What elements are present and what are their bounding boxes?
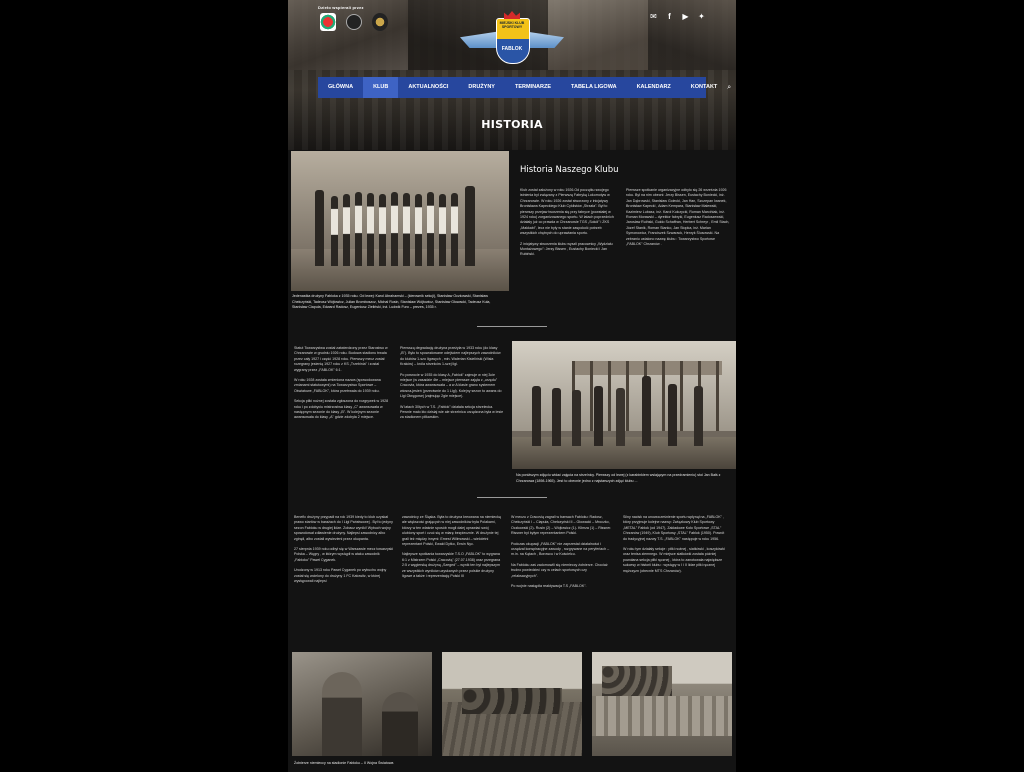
paragraph: Najlepsze spotkania towarzyskie T.S.O „FABLOK" to wygrana 6:1 z Mistrzem Polski „Cracovią" (27.07.1938) oraz przegrana 2:5 z węgierską drużyną „Szeged" – wynik ten był najlepszym ze wszystkich wyników uzyskanych przez polskie drużyny ligowe a także i reprezentację Polski III	[402, 552, 501, 579]
site-header	[288, 0, 736, 150]
person-figure	[552, 388, 561, 446]
person-figure	[616, 388, 625, 446]
paragraph: Sekcja piłki nożnej została zgłoszona do rozgrywek w 1928 roku i po zdobyciu mistrzostwa klasy „C" awansowała w następnym sezonie do klasy „B". W kolejnym sezonie awansowała do klasy „A" gdzie zdobyła 2 miejsce.	[294, 399, 389, 420]
text-column	[402, 515, 502, 584]
person-figure	[594, 386, 603, 446]
person-figure	[668, 384, 677, 446]
nav-item-kontakt[interactable]: KONTAKT	[690, 84, 718, 90]
player-figure	[331, 196, 338, 266]
person-figure	[532, 386, 541, 446]
player-figure	[355, 192, 362, 266]
sponsor-logos	[320, 13, 388, 31]
shooting-range-caption: Na poniższym zdjęciu widać zajęcia na strzelnicy. Pierwszy od lewej (z karabinkiem wsiającym na przedramieniu) stoi Jan Bałś z Chrzanowa (1898-1965). Jest to obecnie jedno z najstarszych zdjęć klubu ...	[516, 473, 721, 483]
paragraph: zawodnicy ze Śląska. Była to drużyna kreowana na niemiecką ale większość grających w niej zawodników była Polakami, którzy w ten właśnie sposób mogli dalej uprawiać swój ulubiony sport i czuć się w miarę bezpiecznie. W drużynie tej grali też między innymi: Ernest Wilimowski – wieloletni reprezentant Polski, Ewald Dytko, Erwin Nyc.	[402, 515, 501, 547]
paragraph: Pierwsze spotkanie organizacyjne odbyło się 26 września 1926 roku. Był na nim obecni: Jerzy Bissen, Eustachy Boniecki, inż. Jan Dąbrowski, Stanisław Golecki, Jan Han, Szczepan Iwanek, Bronisław Kapecki , Adam Kempara, Stanisław Malewski, Kazimierz Lubasz, inż. Karol Kulczycki, Roman Marcińiak, inż. Roman Morawski – dyrektor fabryki, Eugeniusz Radoszewski, Jarosław Rulński, Guido Schaffran, Herbert Schreyr , Emil Stach, Józef Stanik, Roman Stanko, Jan Stopka, inż. Marian Symonowicz, Franciszek Szwarack, Henryk Ślusowski. Na zebraniu ustalono nazwę klubu : Towarzystwo Sportowe „FABLOK" Chrzanów .	[626, 188, 730, 247]
team-photo-1935[interactable]	[291, 151, 509, 291]
nav-item-tabela-ligowa[interactable]: TABELA LIGOWA	[571, 84, 617, 90]
team-photo-caption: Jedenastka drużyny Fabloka z 1935 roku. Od lewej: Karol Abrahamski – (kierownik sekcji), Stanisław Oczkowski, Stanisław Chełczyński, Tadeusz Wójtowicz, Julian Bromboszcz, Michał Rusin, Stanisław Wójtowicz, Stanisław Głowacki, Tadeusz Kula, Stanisław Ciapuła, Edward Radosz, Eugeniusz Zieliński, inż. Ludwik Furo – prezes, 1935 r.	[292, 294, 491, 309]
player-figure	[315, 190, 324, 266]
sponsor-logo[interactable]	[346, 14, 362, 30]
logo-bottom-text: FABLOK	[501, 46, 523, 52]
paragraph: Urodzony w 1913 roku Paweł Cyganek po wybuchu wojny został się wcielony do drużyny 1 FC Katowitz, w której występowali najlepsi	[294, 568, 387, 584]
paragraph: 27 sierpnia 1939 roku odbył się w Warszawie mecz towarzyski Polska – Węgry , w którym wystąpił w ataku zawodnik „Fabloku" Paweł Cyganek.	[294, 547, 394, 562]
soldier-figure	[322, 672, 362, 756]
paragraph: W roku tym działały sekcje : piłki nożnej , siatkówki , koszykówki oraz tenisa ziemnego. W miejsce siatkówki została później powołana sekcja piłki ręcznej , która to zanotowała największe sukcesy w historii klubu : wystąpy w I i II lidze piłki ręcznej mężczyzn (obecnie MTS Chrzanów).	[623, 547, 725, 573]
soldier-group	[602, 666, 672, 696]
player-figure	[403, 193, 410, 266]
paragraph: Po powrocie w 1935 do klasy A „Fablok" zajmuje w niej 3cie miejsce (w zasadzie 4te – miejsce pierwsze zajęła z „urzędu" Cracovia, która awansowała – a w A klasie grano systemem wiosna-jesień (przeciwnie do 1 Ligi). Kolejny sezon to awans do Ligi Okręgowej (zajmując 2gie miejsce).	[400, 372, 502, 399]
paragraph: Statut Towarzystwa został zatwierdzony przez Starostwo w Chrzanowie w grudniu 1926 roku. Budowa stadionu trwała przez cały 1927 i część 1928 roku. Pierwszy mecz został rozegrany jesienią 1927 roku z KS „Trzebinia" i został wygrany przez „FABLOK" 6:1.	[294, 346, 388, 372]
text-column	[626, 188, 730, 252]
paragraph: Benefic drużyny przypadł na rok 1939 kiedy to klub uzyskał prawo startów w barażach do I Ligi Państwowej . Był to jedyny sezon Fabloku w drugiej lidze. Zobacz wyniki! Wybuch wojny spowodował zdławienie drużyny. Najlepsi zawodnicy albo zginęli, albo zostali wywiezieni przez okupanta.	[294, 515, 393, 541]
nav-item-aktualnosci[interactable]: AKTUALNOŚCI	[408, 84, 449, 90]
sponsor-logo[interactable]	[372, 13, 388, 31]
nav-item-kalendarz[interactable]: KALENDARZ	[636, 84, 671, 90]
nav-item-terminarze[interactable]: TERMINARZE	[514, 84, 552, 90]
paragraph: Z inicjatywy stworzenia klubu wyszli pracownicy „Wydziału Montażowego": Jerzy Bissen , Eustachy Boniecki i Jan Rubiński.	[520, 241, 613, 257]
sponsor-logo[interactable]	[320, 13, 336, 31]
twitter-icon[interactable]: ✦	[698, 12, 705, 21]
wartime-photo-3[interactable]	[592, 652, 732, 756]
nav-item-klub[interactable]: KLUB	[363, 77, 398, 98]
player-figure	[367, 193, 374, 266]
player-figure	[439, 194, 446, 266]
wartime-photo-1[interactable]	[292, 652, 432, 756]
youtube-icon[interactable]: ▶	[682, 12, 689, 21]
text-column	[520, 188, 616, 263]
paragraph: Po wojnie nastąpiła reaktywacja T.S „FABLOK".	[511, 584, 587, 589]
paragraph: Pierwszą degradację drużyna przeżyła w 1933 roku (do klasy „B"). Było to spowodowane odejściem najlepszych zawodników do klubów 1-szo ligowych , min. Walerian Kisieliński (Wisła Kraków) – króla strzelców 1-szej ligi.	[400, 346, 501, 367]
sponsor-label: Dzieło wspierali przez	[318, 5, 364, 10]
section-divider	[477, 326, 547, 327]
shooting-range-photo[interactable]	[512, 341, 736, 469]
player-figure	[391, 192, 398, 266]
player-figure	[415, 194, 422, 266]
logo-top-text: MIEJSKI KLUB SPORTOWY	[499, 21, 525, 29]
text-column	[511, 515, 613, 594]
header-photo	[648, 0, 736, 70]
paragraph: Silny nacisk na unowocześnienie sportu wpłynął na „FABLOK" , który przyjmuje kolejne nazwy: Związkowy Klub Sportowy „METAL" Fablok (od 1947), Zakładowe Koło Sportowe „STAL" Chrzanów (1949), Klub Sportowy „STAL" Fablok (1950). Powrót do tradycyjnej nazwy T.S. „FABLOK" następuje w roku 1956.	[623, 515, 725, 541]
person-figure	[642, 376, 651, 446]
header-photo	[288, 0, 408, 70]
bottom-photo-caption: Żołnierze niemieccy na stadionie Fabloku – II Wojna Światowa	[294, 761, 394, 765]
paragraph: Klub został założony w roku 1926.Od początku swojego istnienia był związany z Pierwszą Fabryką Lokomotyw w Chrzanowie. W roku 1926 został stworzony z inicjatywy Bronisława Kapeckiego Klub Cyklistów „Strzała". Był to pierwszy przejaw tworzenia się przy fabryce (powstałej w 1924 roku) zorganizowanego sportu. W latach poprzednich działały już co prawda w Chrzanowie TGS „Sokół" i ŻKS „Makkabi", lecz nie były w stanie zaspokoić potrzeb wszystkich chętnych do uprawiania sportu.	[520, 188, 614, 236]
text-column	[400, 346, 504, 426]
social-links	[649, 12, 706, 21]
player-figure	[379, 194, 386, 266]
section-divider	[477, 497, 547, 498]
club-logo[interactable]	[460, 10, 564, 70]
page	[288, 0, 736, 772]
soldier-group	[462, 688, 562, 714]
paragraph: Na Fabloku zaś zadomowili się niemieccy żołnierze. Chociaż trudno powiedzieć czy w celach sportowych czy „relaksacyjnych".	[511, 562, 608, 578]
page-title: HISTORIA	[481, 118, 543, 131]
player-figure	[343, 194, 350, 266]
facebook-icon[interactable]: f	[668, 12, 671, 21]
text-column	[623, 515, 729, 579]
paragraph: W roku 1928 została zmieniona nazwa (spowodowana zmianami statutowymi) na Towarzystwo Sportowe – Oświatowe „FABLOK", która przetrwała do 1939 roku.	[294, 378, 381, 393]
section-heading: Historia Naszego Klubu	[520, 165, 619, 175]
mail-icon[interactable]: ✉	[650, 12, 657, 21]
main-nav	[318, 77, 732, 98]
nav-item-druzyny[interactable]: DRUŻYNY	[468, 84, 495, 90]
fence	[592, 696, 732, 736]
player-figure	[427, 192, 434, 266]
paragraph: W latach 30tych w T.S. „Fablok" działała sekcja strzelecka. Pewnie mało kto dzisiaj wie ale strzelnica urządzona była w lesie za stadionem piłkarskim.	[400, 404, 504, 420]
paragraph: W meczu z Cracovią zagrali w barwach Fabloku: Radosz, Chełczyński I – Ciapuła, Chełczyński II – Głowacki – Mroczko, Oczkowski (2)- Rusin (2) – Wójtowicz (1)- Klimza (1) – Rissner. Rissner był byłym reprezentantem Polski.	[511, 515, 612, 536]
wartime-photo-2[interactable]	[442, 652, 582, 756]
crown-icon	[504, 11, 520, 19]
nav-item-glowna[interactable]: GŁÓWNA	[328, 84, 354, 90]
player-figure	[465, 186, 475, 266]
text-column	[294, 515, 394, 589]
person-figure	[694, 386, 703, 446]
person-figure	[572, 390, 581, 446]
text-column	[294, 346, 392, 426]
paragraph: Podczas okupacji „FABLOK" nie zaprzestał działalności i urządzał konspiracyjne zawody , rozgrywane na peryferiach – m.in. na Kątach , Borowcu i w Kościelcu.	[511, 541, 610, 557]
soldier-figure	[382, 692, 418, 756]
player-figure	[451, 193, 458, 266]
search-icon[interactable]: ⌕	[727, 83, 732, 91]
